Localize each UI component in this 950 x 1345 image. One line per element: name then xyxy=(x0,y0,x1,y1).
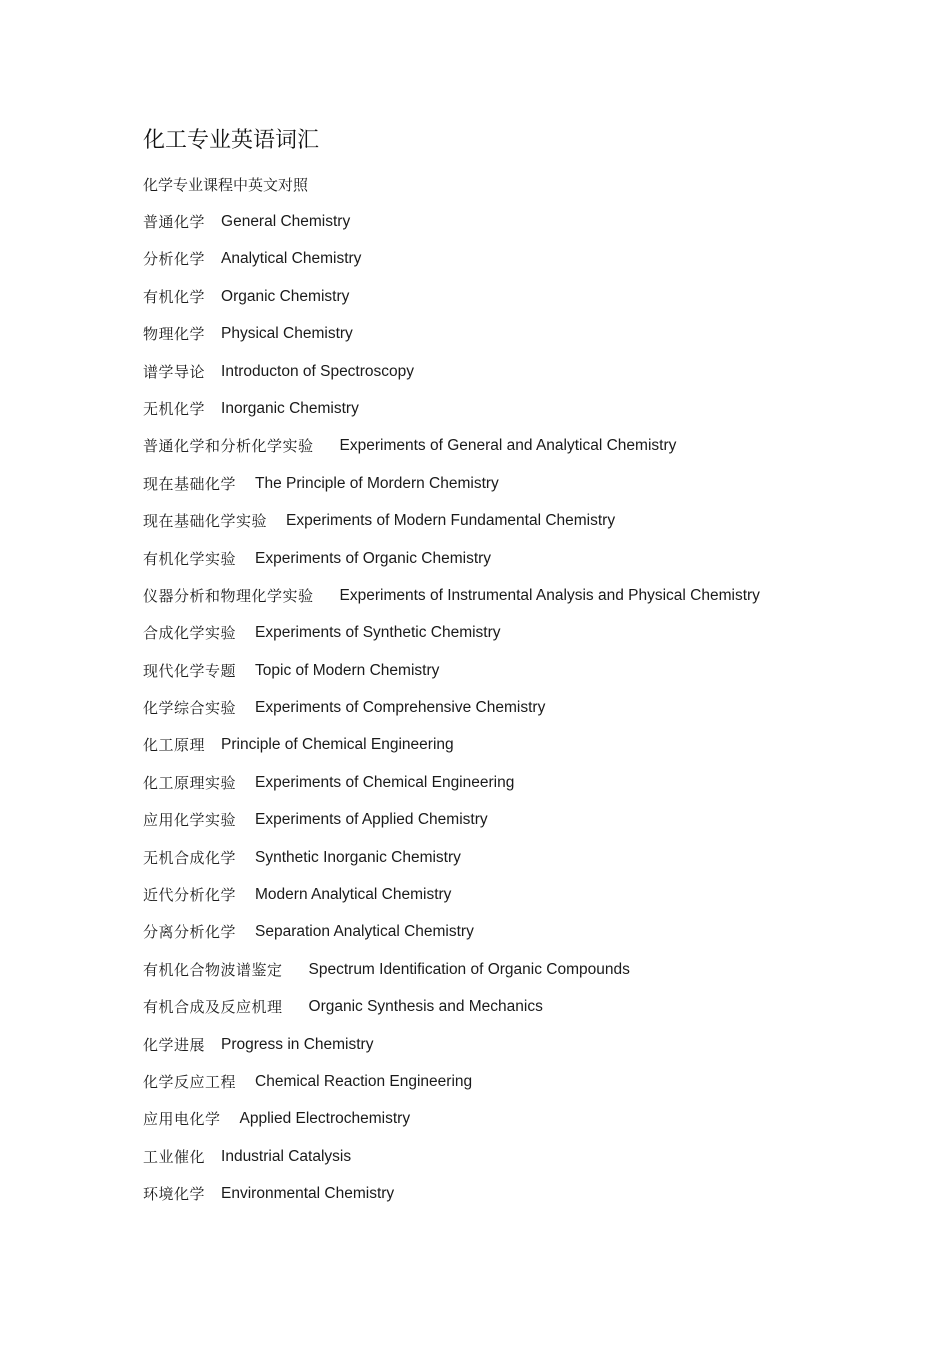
term-row xyxy=(143,734,760,771)
term-chinese: 化学进展 xyxy=(143,1035,206,1054)
page-title: 化工专业英语词汇 xyxy=(143,128,320,153)
term-english: The Principle of Mordern Chemistry xyxy=(255,474,499,492)
term-row xyxy=(143,697,760,734)
term-english: Experiments of Comprehensive Chemistry xyxy=(255,699,546,717)
term-chinese: 应用电化学 xyxy=(143,1110,221,1129)
term-row xyxy=(143,660,760,697)
term-row xyxy=(143,211,760,248)
term-row xyxy=(143,622,760,659)
term-english: Organic Synthesis and Mechanics xyxy=(308,998,543,1016)
term-chinese: 普通化学 xyxy=(143,213,206,231)
term-english: Experiments of Instrumental Analysis and Physical Chemistry xyxy=(339,586,760,604)
term-row xyxy=(143,959,760,996)
term-row xyxy=(143,361,760,398)
term-row xyxy=(143,585,760,622)
term-english: Principle of Chemical Engineering xyxy=(221,736,454,754)
term-row xyxy=(143,286,760,323)
term-english: Separation Analytical Chemistry xyxy=(255,923,474,941)
term-english: General Chemistry xyxy=(221,213,351,230)
term-chinese: 有机化学实验 xyxy=(143,549,237,568)
term-english: Experiments of General and Analytical Chemistry xyxy=(339,437,677,455)
term-english: Introducton of Spectroscopy xyxy=(221,362,415,380)
term-chinese: 化学反应工程 xyxy=(143,1072,237,1091)
term-chinese: 物理化学 xyxy=(143,325,206,344)
term-chinese: 现在基础化学实验 xyxy=(143,512,268,531)
term-english: Experiments of Synthetic Chemistry xyxy=(255,624,501,642)
term-row xyxy=(143,884,760,921)
term-chinese: 化工原理实验 xyxy=(143,773,237,792)
term-chinese: 合成化学实验 xyxy=(143,624,237,643)
term-row xyxy=(143,1108,760,1145)
term-english: Modern Analytical Chemistry xyxy=(255,886,452,904)
term-english: Analytical Chemistry xyxy=(221,250,362,268)
term-english: Physical Chemistry xyxy=(221,325,353,343)
term-english: Industrial Catalysis xyxy=(221,1147,352,1165)
term-row xyxy=(143,1183,760,1220)
term-english: Organic Chemistry xyxy=(221,287,350,305)
term-chinese: 有机化学 xyxy=(143,287,206,306)
term-row xyxy=(143,510,760,547)
term-row xyxy=(143,473,760,510)
term-chinese: 现在基础化学 xyxy=(143,474,237,493)
term-chinese: 仪器分析和物理化学实验 xyxy=(143,586,314,605)
term-chinese: 有机化合物波谱鉴定 xyxy=(143,960,283,979)
term-english: Progress in Chemistry xyxy=(221,1035,374,1053)
term-chinese: 现代化学专题 xyxy=(143,661,237,680)
term-row xyxy=(143,1034,760,1071)
term-chinese: 分析化学 xyxy=(143,250,206,269)
term-english: Synthetic Inorganic Chemistry xyxy=(255,848,461,866)
term-english: Inorganic Chemistry xyxy=(221,399,359,417)
term-chinese: 化工原理 xyxy=(143,736,206,755)
term-chinese: 谱学导论 xyxy=(143,362,206,381)
term-row xyxy=(143,1071,760,1108)
term-chinese: 无机合成化学 xyxy=(143,848,237,867)
term-english: Topic of Modern Chemistry xyxy=(255,661,440,679)
term-chinese: 工业催化 xyxy=(143,1147,206,1166)
term-english: Experiments of Chemical Engineering xyxy=(255,773,515,791)
term-row xyxy=(143,921,760,958)
term-chinese: 分离分析化学 xyxy=(143,923,237,942)
term-row xyxy=(143,248,760,285)
term-row xyxy=(143,548,760,585)
term-row xyxy=(143,398,760,435)
term-chinese: 普通化学和分析化学实验 xyxy=(143,437,314,456)
term-list xyxy=(143,211,760,1221)
term-chinese: 近代分析化学 xyxy=(143,886,237,905)
term-english: Environmental Chemistry xyxy=(221,1185,395,1203)
term-english: Experiments of Applied Chemistry xyxy=(255,811,488,829)
term-row xyxy=(143,809,760,846)
term-row xyxy=(143,847,760,884)
term-chinese: 环境化学 xyxy=(143,1185,206,1204)
term-english: Applied Electrochemistry xyxy=(239,1110,411,1128)
term-english: Experiments of Organic Chemistry xyxy=(255,549,492,567)
term-chinese: 无机化学 xyxy=(143,399,206,418)
term-chinese: 化学综合实验 xyxy=(143,699,237,718)
page-subtitle: 化学专业课程中英文对照 xyxy=(143,176,309,194)
term-chinese: 应用化学实验 xyxy=(143,811,237,830)
term-row xyxy=(143,323,760,360)
term-row xyxy=(143,1146,760,1183)
term-english: Experiments of Modern Fundamental Chemistry xyxy=(286,512,616,530)
term-english: Chemical Reaction Engineering xyxy=(255,1072,473,1090)
term-row xyxy=(143,772,760,809)
term-row xyxy=(143,435,760,472)
term-row xyxy=(143,996,760,1033)
term-chinese: 有机合成及反应机理 xyxy=(143,998,283,1017)
term-english: Spectrum Identification of Organic Compounds xyxy=(308,960,630,978)
